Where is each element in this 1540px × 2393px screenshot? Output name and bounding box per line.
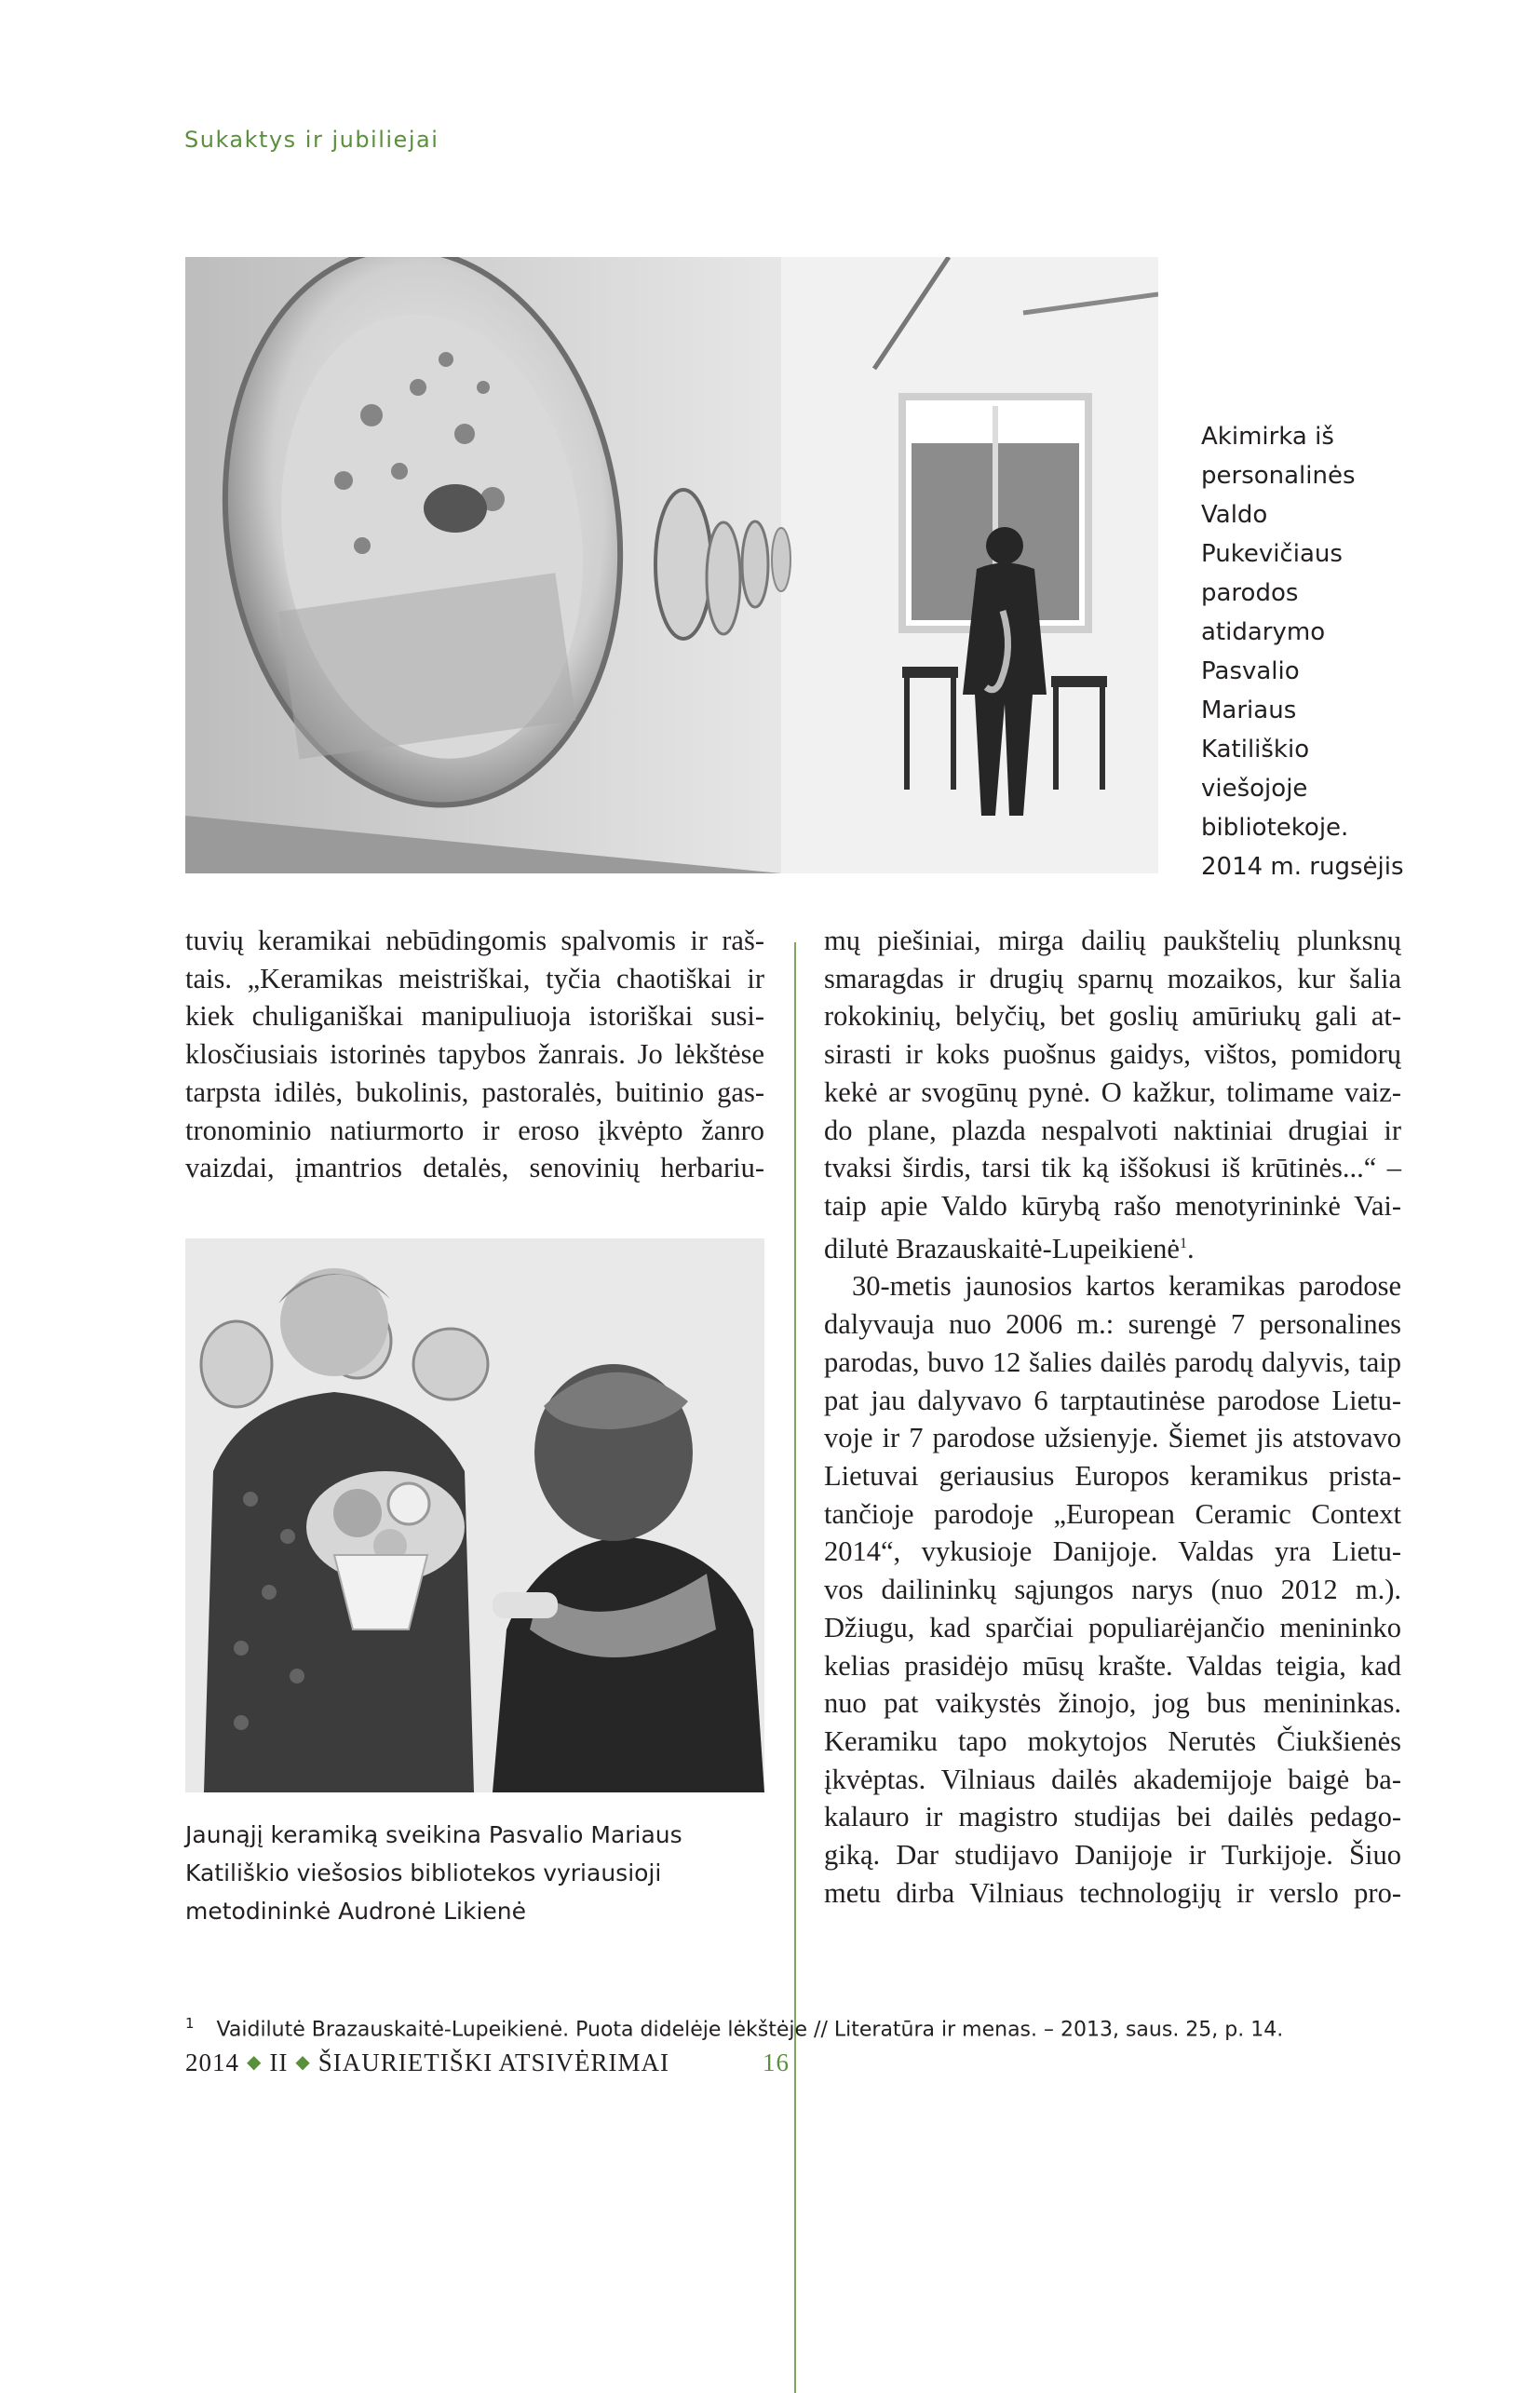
text-line: mų piešiniai, mirga dailių paukštelių plunksnų <box>824 925 1401 956</box>
text-line: parodas, buvo 12 šalies dailės parodų dalyvis, taip <box>824 1345 1401 1378</box>
diamond-icon: ◆ <box>295 2052 311 2073</box>
text-line: sirasti ir koks puošnus gaidys, vištos, pomidorų <box>824 1038 1401 1071</box>
text-line: Lietuvai geriausius Europos keramikus prista- <box>824 1460 1401 1492</box>
caption-line: bibliotekoje. <box>1201 814 1349 842</box>
text-line: tvaksi širdis, tarsi tik ką iššokusi iš krūtinės...“ – <box>824 1152 1401 1184</box>
text-line: dalyvauja nuo 2006 m.: surengė 7 personalines <box>824 1308 1401 1341</box>
footnote-reference[interactable]: 1 <box>1179 1235 1187 1251</box>
text-line: 30-metis jaunosios kartos keramikas parodose <box>852 1270 1401 1303</box>
caption-line: Katiliškio viešosios bibliotekos vyriausioji <box>185 1859 662 1886</box>
text-line: rokokinių, belyčių, bet goslių amūriukų gali at- <box>824 1000 1401 1033</box>
footnote-text: Vaidilutė Brazauskaitė-Lupeikienė. Puota didelėje lėkštėje // Literatūra ir menas. – 2013, saus. 25, p. 14. <box>216 2018 1284 2042</box>
text-line: vaizdai, įmantrios detalės, senovinių herbariu- <box>185 1152 764 1184</box>
diamond-icon: ◆ <box>247 2052 263 2073</box>
caption-line: Pasvalio <box>1201 657 1300 685</box>
caption-line: Valdo <box>1201 501 1268 529</box>
congratulation-photo-illustration <box>185 1238 764 1792</box>
text-line: Keramiku tapo mokytojos Nerutės Čiukšienės <box>824 1724 1401 1757</box>
text-line: kiek chuliganiškai manipuliuoja istoriškai susi- <box>185 1000 764 1033</box>
exhibition-photo-illustration <box>185 257 1158 873</box>
page-footer <box>185 2048 930 2086</box>
footer-journal: ŠIAURIETIŠKI ATSIVĖRIMAI <box>317 2048 670 2076</box>
text-line: metu dirba Vilniaus technologijų ir verslo pro- <box>824 1876 1401 1909</box>
caption-line: personalinės <box>1201 462 1356 490</box>
caption-line: Mariaus <box>1201 696 1297 724</box>
text-line: vos dailininkų sąjungos narys (nuo 2012 m.). <box>824 1574 1401 1606</box>
page-number: 16 <box>763 2048 790 2076</box>
left-text-column <box>185 922 764 1187</box>
text-line: taip apie Valdo kūrybą rašo menotyrininkė Vai- <box>824 1189 1401 1222</box>
text-line: tuvių keramikai nebūdingomis spalvomis ir raš- <box>185 925 764 956</box>
text-line: įkvėptas. Vilniaus dailės akademijoje baigė ba- <box>824 1763 1401 1795</box>
caption-line: viešojoje <box>1201 775 1308 803</box>
text-line: 2014“, vykusioje Danijoje. Valdas yra Lietu- <box>824 1535 1401 1568</box>
caption-line: atidarymo <box>1201 618 1326 646</box>
right-text-column <box>824 922 1401 1912</box>
text-line: klosčiusiais istorinės tapybos žanrais. Jo lėkštėse <box>185 1038 764 1071</box>
footer-year: 2014 <box>185 2048 239 2076</box>
text-line: tančioje parodoje „European Ceramic Context <box>824 1497 1401 1530</box>
text-line: do plane, plazda nespalvoti naktiniai drugiai ir <box>824 1114 1401 1146</box>
caption-line: Pukevičiaus <box>1201 540 1343 568</box>
caption-line: 2014 m. rugsėjis <box>1201 853 1404 881</box>
footer-issue: II <box>269 2048 289 2076</box>
text-line: nuo pat vaikystės žinojo, jog bus menininkas. <box>824 1687 1401 1720</box>
bottom-photo-caption <box>185 1816 781 1930</box>
column-divider <box>794 942 796 2393</box>
footnote <box>185 2015 1283 2041</box>
caption-line: metodininkė Audronė Likienė <box>185 1898 527 1925</box>
top-photo-caption <box>1201 417 1425 886</box>
text-line: giką. Dar studijavo Danijoje ir Turkijoje. Šiuo <box>824 1839 1401 1872</box>
text-line: smaragdas ir drugių sparnų mozaikos, kur šalia <box>824 962 1401 994</box>
exhibition-photo <box>185 257 1158 873</box>
text-line: tronominio natiurmorto ir eroso įkvėpto žanro <box>185 1114 764 1146</box>
text-line: voje ir 7 parodose užsienyje. Šiemet jis atstovavo <box>824 1422 1401 1454</box>
text-line: tais. „Keramikas meistriškai, tyčia chaotiškai ir <box>185 962 764 994</box>
caption-line: Jaunąjį keramiką sveikina Pasvalio Mariaus <box>185 1821 682 1848</box>
congratulation-photo <box>185 1238 764 1792</box>
text-line: tarpsta idilės, bukolinis, pastoralės, buitinio gas- <box>185 1075 764 1108</box>
caption-line: Akimirka iš <box>1201 423 1334 451</box>
section-label: Sukaktys ir jubiliejai <box>184 127 439 153</box>
footnote-mark: 1 <box>185 2015 195 2032</box>
text-line-content: dilutė Brazauskaitė-Lupeikienė <box>824 1232 1180 1264</box>
text-line: dilutė Brazauskaitė-Lupeikienė$^1$. <box>824 1232 1195 1264</box>
caption-line: parodos <box>1201 579 1299 607</box>
text-line: kelias prasidėjo mūsų krašte. Valdas teigia, kad <box>824 1649 1401 1682</box>
text-line: kalauro ir magistro studijas bei dailės pedago- <box>824 1801 1401 1833</box>
text-line: Džiugu, kad sparčiai populiarėjančio menininko <box>824 1611 1401 1643</box>
text-line: pat jau dalyvavo 6 tarptautinėse parodose Lietu- <box>824 1384 1401 1416</box>
caption-line: Katiliškio <box>1201 736 1310 764</box>
text-line: kekė ar svogūnų pynė. O kažkur, tolimame vaiz- <box>824 1075 1401 1108</box>
